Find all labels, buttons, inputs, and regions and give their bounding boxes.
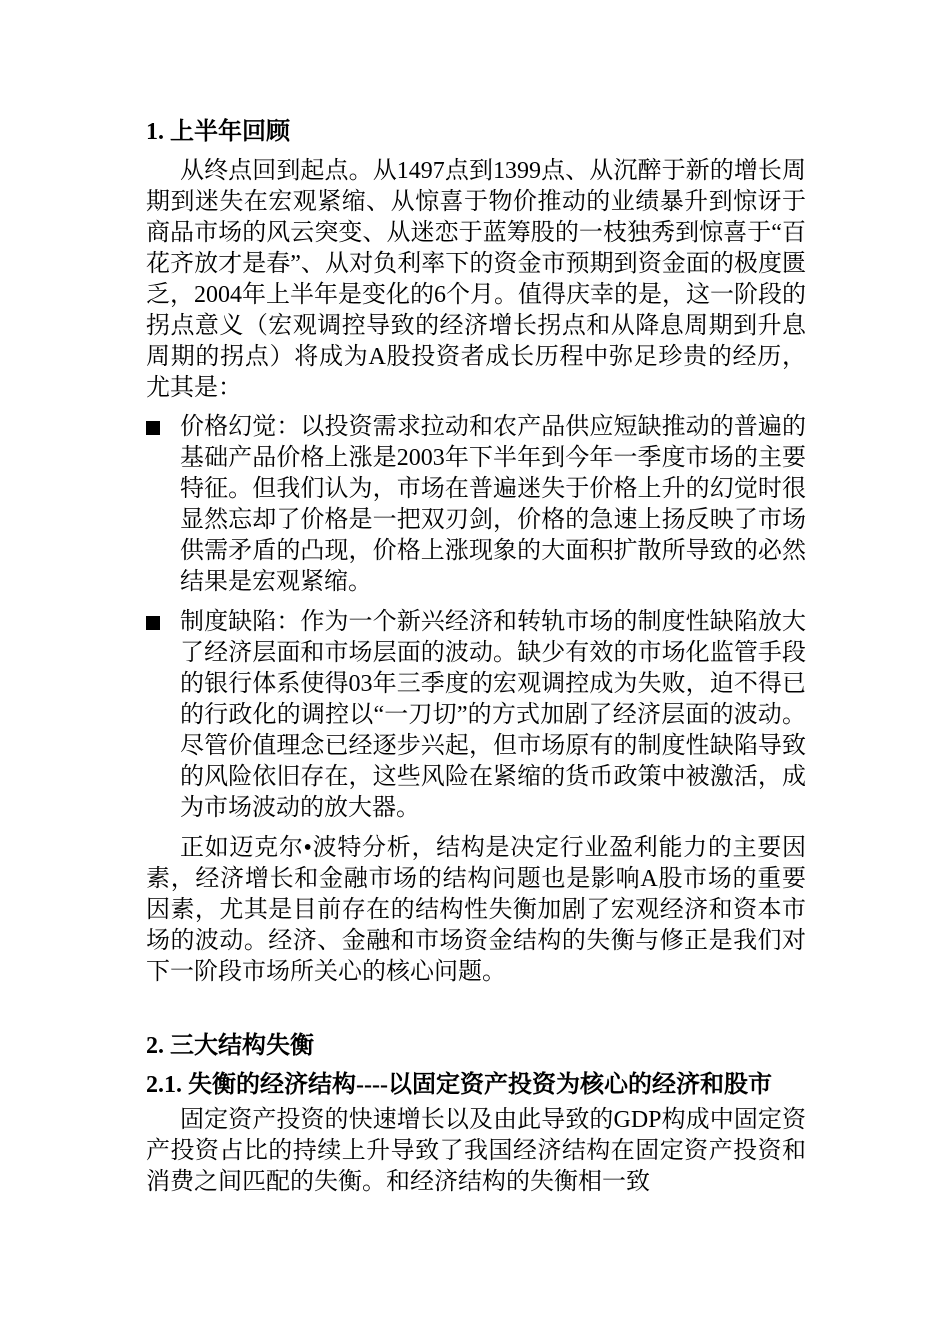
bullet-item-institutional-defect bbox=[146, 607, 806, 824]
intro-paragraph: 从终点回到起点。从1497点到1399点、从沉醉于新的增长周期到迷失在宏观紧缩、从惊喜于物价推动的业绩暴升到惊讶于商品市场的风云突变、从迷恋于蓝筹股的一枝独秀到惊喜于“百花齐放才是春”、从对负利率下的资金市预期到资金面的极度匮乏，2004年上半年是变化的6个月。值得庆幸的是，这一阶段的拐点意义（宏观调控导致的经济增长拐点和从降息周期到升息周期的拐点）将成为A股投资者成长历程中弥足珍贵的经历，尤其是： bbox=[146, 158, 806, 401]
bullet-list bbox=[146, 412, 806, 824]
bullet-text: 制度缺陷：作为一个新兴经济和转轨市场的制度性缺陷放大了经济层面和市场层面的波动。缺少有效的市场化监管手段的银行体系使得03年三季度的宏观调控成为失败，迫不得已的行政化的调控以“一刀切”的方式加剧了经济层面的波动。尽管价值理念已经逐步兴起，但市场原有的制度性缺陷导致的风险依旧存在，这些风险在紧缩的货币政策中被激活，成为市场波动的放大器。 bbox=[180, 609, 806, 821]
square-bullet-icon bbox=[146, 421, 160, 435]
section-heading-imbalance: 2. 三大结构失衡 bbox=[146, 1033, 314, 1059]
subsection-heading-economic-structure: 2.1. 失衡的经济结构----以固定资产投资为核心的经济和股市 bbox=[146, 1072, 772, 1098]
subsection-paragraph: 固定资产投资的快速增长以及由此导致的GDP构成中固定资产投资占比的持续上升导致了我国经济结构在固定资产投资和消费之间匹配的失衡。和经济结构的失衡相一致 bbox=[146, 1107, 806, 1195]
bullet-text: 价格幻觉：以投资需求拉动和农产品供应短缺推动的普遍的基础产品价格上涨是2003年下半年到今年一季度市场的主要特征。但我们认为，市场在普遍迷失于价格上升的幻觉时很显然忘却了价格是一把双刃剑，价格的急速上扬反映了市场供需矛盾的凸现，价格上涨现象的大面积扩散所导致的必然结果是宏观紧缩。 bbox=[180, 414, 806, 595]
document-page bbox=[146, 114, 806, 1206]
bullet-item-price-illusion bbox=[146, 412, 806, 598]
section-heading-review: 1. 上半年回顾 bbox=[146, 119, 290, 145]
closing-paragraph: 正如迈克尔•波特分析，结构是决定行业盈利能力的主要因素，经济增长和金融市场的结构问题也是影响A股市场的重要因素，尤其是目前存在的结构性失衡加剧了宏观经济和资本市场的波动。经济、金融和市场资金结构的失衡与修正是我们对下一阶段市场所关心的核心问题。 bbox=[146, 835, 806, 985]
square-bullet-icon bbox=[146, 616, 160, 630]
